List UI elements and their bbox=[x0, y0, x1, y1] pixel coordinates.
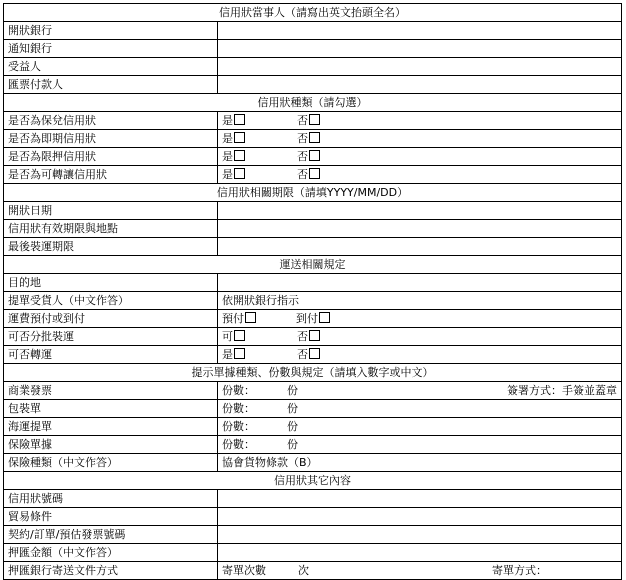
mail-way-label: 寄單方式： bbox=[492, 564, 547, 577]
table-row bbox=[4, 292, 622, 310]
no-checkbox[interactable] bbox=[309, 114, 320, 125]
table-row bbox=[4, 22, 622, 40]
field-label: 開狀銀行 bbox=[4, 22, 218, 40]
table-row bbox=[4, 346, 622, 364]
field-label: 受益人 bbox=[4, 58, 218, 76]
transshipment-choice bbox=[218, 346, 622, 364]
yes-checkbox[interactable] bbox=[234, 114, 245, 125]
amount-field[interactable] bbox=[218, 544, 622, 562]
field-label: 契約/訂單/預估發票號碼 bbox=[4, 526, 218, 544]
copies-unit: 份 bbox=[287, 420, 298, 433]
section-title-documents: 提示單據種類、份數與規定（請填入數字或中文） bbox=[4, 364, 622, 382]
insurance-type-value: 協會貨物條款（B） bbox=[218, 454, 622, 472]
yes-checkbox[interactable] bbox=[234, 132, 245, 143]
table-row bbox=[4, 202, 622, 220]
not-allowed-checkbox[interactable] bbox=[309, 330, 320, 341]
yes-label: 是 bbox=[222, 114, 233, 127]
field-label: 保險單據 bbox=[4, 436, 218, 454]
trade-terms-field[interactable] bbox=[218, 508, 622, 526]
section-title-dates: 信用狀相關期限（請填YYYY/MM/DD） bbox=[4, 184, 622, 202]
allowed-checkbox[interactable] bbox=[234, 330, 245, 341]
table-row bbox=[4, 544, 622, 562]
collect-label: 到付 bbox=[296, 312, 318, 325]
table-row bbox=[4, 238, 622, 256]
no-checkbox[interactable] bbox=[309, 168, 320, 179]
yes-checkbox[interactable] bbox=[234, 150, 245, 161]
section-header-row bbox=[4, 184, 622, 202]
table-row bbox=[4, 148, 622, 166]
latest-shipment-field[interactable] bbox=[218, 238, 622, 256]
table-row bbox=[4, 436, 622, 454]
field-label: 押匯銀行寄送文件方式 bbox=[4, 562, 218, 580]
table-row bbox=[4, 58, 622, 76]
yes-no-choice bbox=[218, 166, 622, 184]
drawee-field[interactable] bbox=[218, 76, 622, 94]
no-label: 否 bbox=[297, 132, 308, 145]
copies-label: 份數： bbox=[222, 420, 255, 433]
field-label: 海運提單 bbox=[4, 418, 218, 436]
section-title-lc-type: 信用狀種類（請勾選） bbox=[4, 94, 622, 112]
field-label: 信用狀有效期限與地點 bbox=[4, 220, 218, 238]
table-row bbox=[4, 76, 622, 94]
signing-method: 簽署方式：手簽並蓋章 bbox=[507, 384, 617, 397]
yes-label: 是 bbox=[222, 150, 233, 163]
copies-label: 份數： bbox=[222, 384, 255, 397]
expiry-field[interactable] bbox=[218, 220, 622, 238]
copies-label: 份數： bbox=[222, 402, 255, 415]
insurance-copies[interactable] bbox=[218, 436, 622, 454]
no-label: 否 bbox=[297, 168, 308, 181]
beneficiary-field[interactable] bbox=[218, 58, 622, 76]
allowed-label: 可 bbox=[222, 330, 233, 343]
field-label: 是否為即期信用狀 bbox=[4, 130, 218, 148]
bl-copies[interactable] bbox=[218, 418, 622, 436]
no-checkbox[interactable] bbox=[309, 348, 320, 359]
yes-checkbox[interactable] bbox=[234, 168, 245, 179]
field-label: 保險種類（中文作答） bbox=[4, 454, 218, 472]
field-label: 押匯金額（中文作答） bbox=[4, 544, 218, 562]
yes-label: 是 bbox=[222, 348, 233, 361]
table-row bbox=[4, 526, 622, 544]
field-label: 運費預付或到付 bbox=[4, 310, 218, 328]
yes-no-choice bbox=[218, 112, 622, 130]
yes-checkbox[interactable] bbox=[234, 348, 245, 359]
table-row bbox=[4, 454, 622, 472]
section-header-row bbox=[4, 94, 622, 112]
prepaid-label: 預付 bbox=[222, 312, 244, 325]
table-row bbox=[4, 400, 622, 418]
no-label: 否 bbox=[297, 150, 308, 163]
field-label: 是否為限押信用狀 bbox=[4, 148, 218, 166]
field-label: 包裝單 bbox=[4, 400, 218, 418]
table-row bbox=[4, 40, 622, 58]
section-header-row bbox=[4, 256, 622, 274]
table-row bbox=[4, 490, 622, 508]
table-row bbox=[4, 220, 622, 238]
field-label: 商業發票 bbox=[4, 382, 218, 400]
prepaid-checkbox[interactable] bbox=[245, 312, 256, 323]
no-checkbox[interactable] bbox=[309, 150, 320, 161]
mail-count-label: 寄單次數 bbox=[222, 564, 266, 577]
table-row bbox=[4, 274, 622, 292]
section-header-row bbox=[4, 364, 622, 382]
copies-unit: 份 bbox=[287, 384, 298, 397]
issue-date-field[interactable] bbox=[218, 202, 622, 220]
partial-shipment-choice bbox=[218, 328, 622, 346]
issuing-bank-field[interactable] bbox=[218, 22, 622, 40]
lc-number-field[interactable] bbox=[218, 490, 622, 508]
no-checkbox[interactable] bbox=[309, 132, 320, 143]
table-row bbox=[4, 112, 622, 130]
packing-copies[interactable] bbox=[218, 400, 622, 418]
field-label: 最後裝運期限 bbox=[4, 238, 218, 256]
field-label: 提單受貨人（中文作答） bbox=[4, 292, 218, 310]
mail-count-unit: 次 bbox=[298, 564, 309, 577]
field-label: 目的地 bbox=[4, 274, 218, 292]
field-label: 匯票付款人 bbox=[4, 76, 218, 94]
field-label: 通知銀行 bbox=[4, 40, 218, 58]
yes-label: 是 bbox=[222, 168, 233, 181]
not-allowed-label: 否 bbox=[297, 330, 308, 343]
no-label: 否 bbox=[297, 348, 308, 361]
no-label: 否 bbox=[297, 114, 308, 127]
table-row bbox=[4, 508, 622, 526]
invoice-copies[interactable] bbox=[218, 382, 622, 400]
destination-field[interactable] bbox=[218, 274, 622, 292]
section-header-row bbox=[4, 4, 622, 22]
table-row bbox=[4, 130, 622, 148]
field-label: 是否為可轉讓信用狀 bbox=[4, 166, 218, 184]
section-title-other: 信用狀其它內容 bbox=[4, 472, 622, 490]
freight-choice bbox=[218, 310, 622, 328]
field-label: 是否為保兌信用狀 bbox=[4, 112, 218, 130]
collect-checkbox[interactable] bbox=[319, 312, 330, 323]
field-label: 開狀日期 bbox=[4, 202, 218, 220]
advising-bank-field[interactable] bbox=[218, 40, 622, 58]
table-row bbox=[4, 328, 622, 346]
lc-application-form bbox=[3, 3, 622, 580]
field-label: 可否轉運 bbox=[4, 346, 218, 364]
table-row bbox=[4, 166, 622, 184]
field-label: 信用狀號碼 bbox=[4, 490, 218, 508]
copies-label: 份數： bbox=[222, 438, 255, 451]
field-label: 貿易條件 bbox=[4, 508, 218, 526]
field-label: 可否分批裝運 bbox=[4, 328, 218, 346]
yes-label: 是 bbox=[222, 132, 233, 145]
section-title-parties: 信用狀當事人（請寫出英文抬頭全名） bbox=[4, 4, 622, 22]
table-row bbox=[4, 382, 622, 400]
yes-no-choice bbox=[218, 148, 622, 166]
contract-number-field[interactable] bbox=[218, 526, 622, 544]
table-row bbox=[4, 418, 622, 436]
table-row bbox=[4, 310, 622, 328]
yes-no-choice bbox=[218, 130, 622, 148]
section-header-row bbox=[4, 472, 622, 490]
copies-unit: 份 bbox=[287, 438, 298, 451]
consignee-value: 依開狀銀行指示 bbox=[218, 292, 622, 310]
section-title-shipping: 運送相關規定 bbox=[4, 256, 622, 274]
copies-unit: 份 bbox=[287, 402, 298, 415]
